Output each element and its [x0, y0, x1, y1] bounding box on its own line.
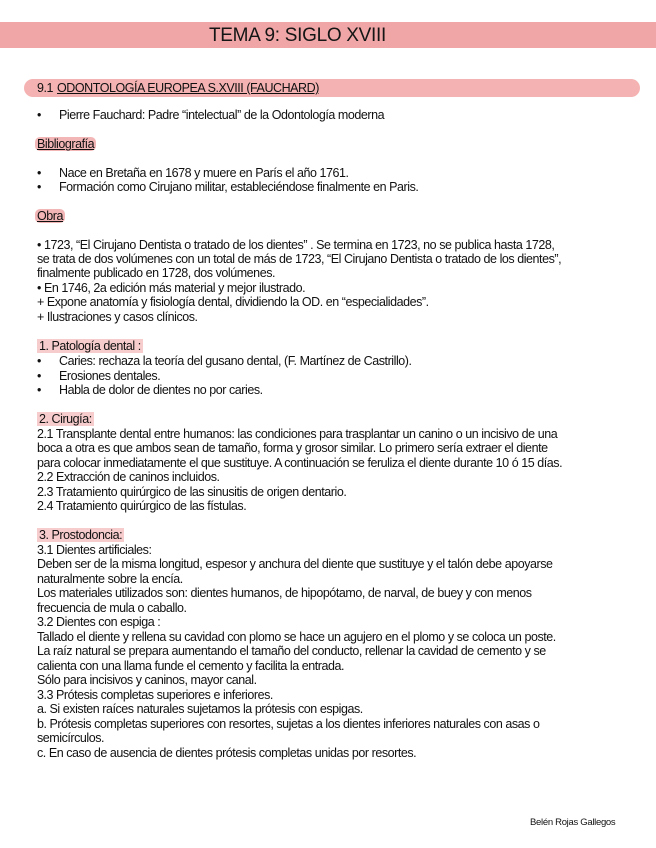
prostodoncia-line: Los materiales utilizados son: dientes humanos, de hipopótamo, de narval, de buey y con menos: [37, 586, 532, 600]
intro-bullet-text: Pierre Fauchard: Padre “intelectual” de la Odontología moderna: [59, 108, 385, 122]
cirugia-line: 2.1 Transplante dental entre humanos: las condiciones para trasplantar un canino o un incisivo de una: [37, 427, 558, 441]
cirugia-line: 2.3 Tratamiento quirúrgico de las sinusitis de origen dentario.: [37, 485, 347, 499]
section-heading-text: ODONTOLOGÍA EUROPEA S.XVIII (FAUCHARD): [57, 81, 319, 95]
prostodoncia-line: frecuencia de mula o caballo.: [37, 601, 187, 615]
prostodoncia-line: 3.1 Dientes artificiales:: [37, 543, 152, 557]
bibliografia-item: • Nace en Bretaña en 1678 y muere en París el año 1761.: [37, 166, 349, 180]
obra-line: se trata de dos volúmenes con un total de más de 1723, “El Cirujano Dentista o tratado de los dientes”,: [37, 252, 562, 266]
obra-line: + Ilustraciones y casos clínicos.: [37, 310, 198, 324]
prostodoncia-line: b. Prótesis completas superiores con resortes, sujetas a los dientes inferiores naturales con asas o: [37, 717, 540, 731]
obra-label: Obra: [37, 209, 63, 223]
obra-line: finalmente publicado en 1728, dos volúmenes.: [37, 266, 276, 280]
prostodoncia-line: naturalmente sobre la encía.: [37, 572, 183, 586]
bibliografia-label: Bibliografía: [37, 137, 95, 151]
obra-line: + Expone anatomía y fisiología dental, dividiendo la OD. en “especialidades”.: [37, 295, 429, 309]
prostodoncia-line: La raíz natural se prepara aumentando el tamaño del conducto, rellenar la cavidad de cemento y se: [37, 644, 546, 658]
prostodoncia-heading: 3. Prostodoncia:: [39, 528, 123, 542]
patologia-item: • Erosiones dentales.: [37, 369, 161, 383]
section-number: 9.1: [37, 81, 54, 95]
prostodoncia-line: 3.3 Prótesis completas superiores e inferiores.: [37, 688, 273, 702]
patologia-item: • Caries: rechaza la teoría del gusano dental, (F. Martínez de Castrillo).: [37, 354, 412, 368]
prostodoncia-line: Deben ser de la misma longitud, espesor y anchura del diente que sustituye y el talón debe apoyarse: [37, 557, 553, 571]
bibliografia-item: • Formación como Cirujano militar, estableciéndose finalmente en Paris.: [37, 180, 419, 194]
prostodoncia-line: 3.2 Dientes con espiga :: [37, 615, 161, 629]
obra-line: • 1723, “El Cirujano Dentista o tratado de los dientes” . Se termina en 1723, no se publica hasta 1728,: [37, 238, 555, 252]
cirugia-line: 2.2 Extracción de caninos incluidos.: [37, 470, 220, 484]
prostodoncia-line: semicírculos.: [37, 731, 105, 745]
intro-bullet: • Pierre Fauchard: Padre “intelectual” de la Odontología moderna: [37, 108, 385, 122]
cirugia-line: para colocar inmediatamente el que sustituye. A continuación se feruliza el diente durante 10 ó 15 días.: [37, 456, 563, 470]
cirugia-line: boca a otra es que ambos sean de tamaño, forma y grosor similar. Lo primero sería extraer el diente: [37, 441, 548, 455]
section-heading: [37, 79, 319, 97]
prostodoncia-line: Tallado el diente y rellena su cavidad con plomo se hace un agujero en el plomo y se coloca un poste.: [37, 630, 556, 644]
footer-author: Belén Rojas Gallegos: [530, 817, 616, 828]
prostodoncia-line: Sólo para incisivos y caninos, mayor canal.: [37, 673, 257, 687]
prostodoncia-line: a. Si existen raíces naturales sujetamos la prótesis con espigas.: [37, 702, 363, 716]
cirugia-heading: 2. Cirugía:: [39, 412, 92, 426]
patologia-item: • Habla de dolor de dientes no por caries.: [37, 383, 263, 397]
prostodoncia-line: calienta con una llama funde el cemento y facilita la entrada.: [37, 659, 345, 673]
cirugia-line: 2.4 Tratamiento quirúrgico de las fístulas.: [37, 499, 247, 513]
prostodoncia-line: c. En caso de ausencia de dientes prótesis completas unidas por resortes.: [37, 746, 417, 760]
page-title: TEMA 9: SIGLO XVIII: [209, 25, 386, 46]
patologia-heading: 1. Patología dental :: [39, 339, 141, 353]
obra-line: • En 1746, 2a edición más material y mejor ilustrado.: [37, 281, 306, 295]
